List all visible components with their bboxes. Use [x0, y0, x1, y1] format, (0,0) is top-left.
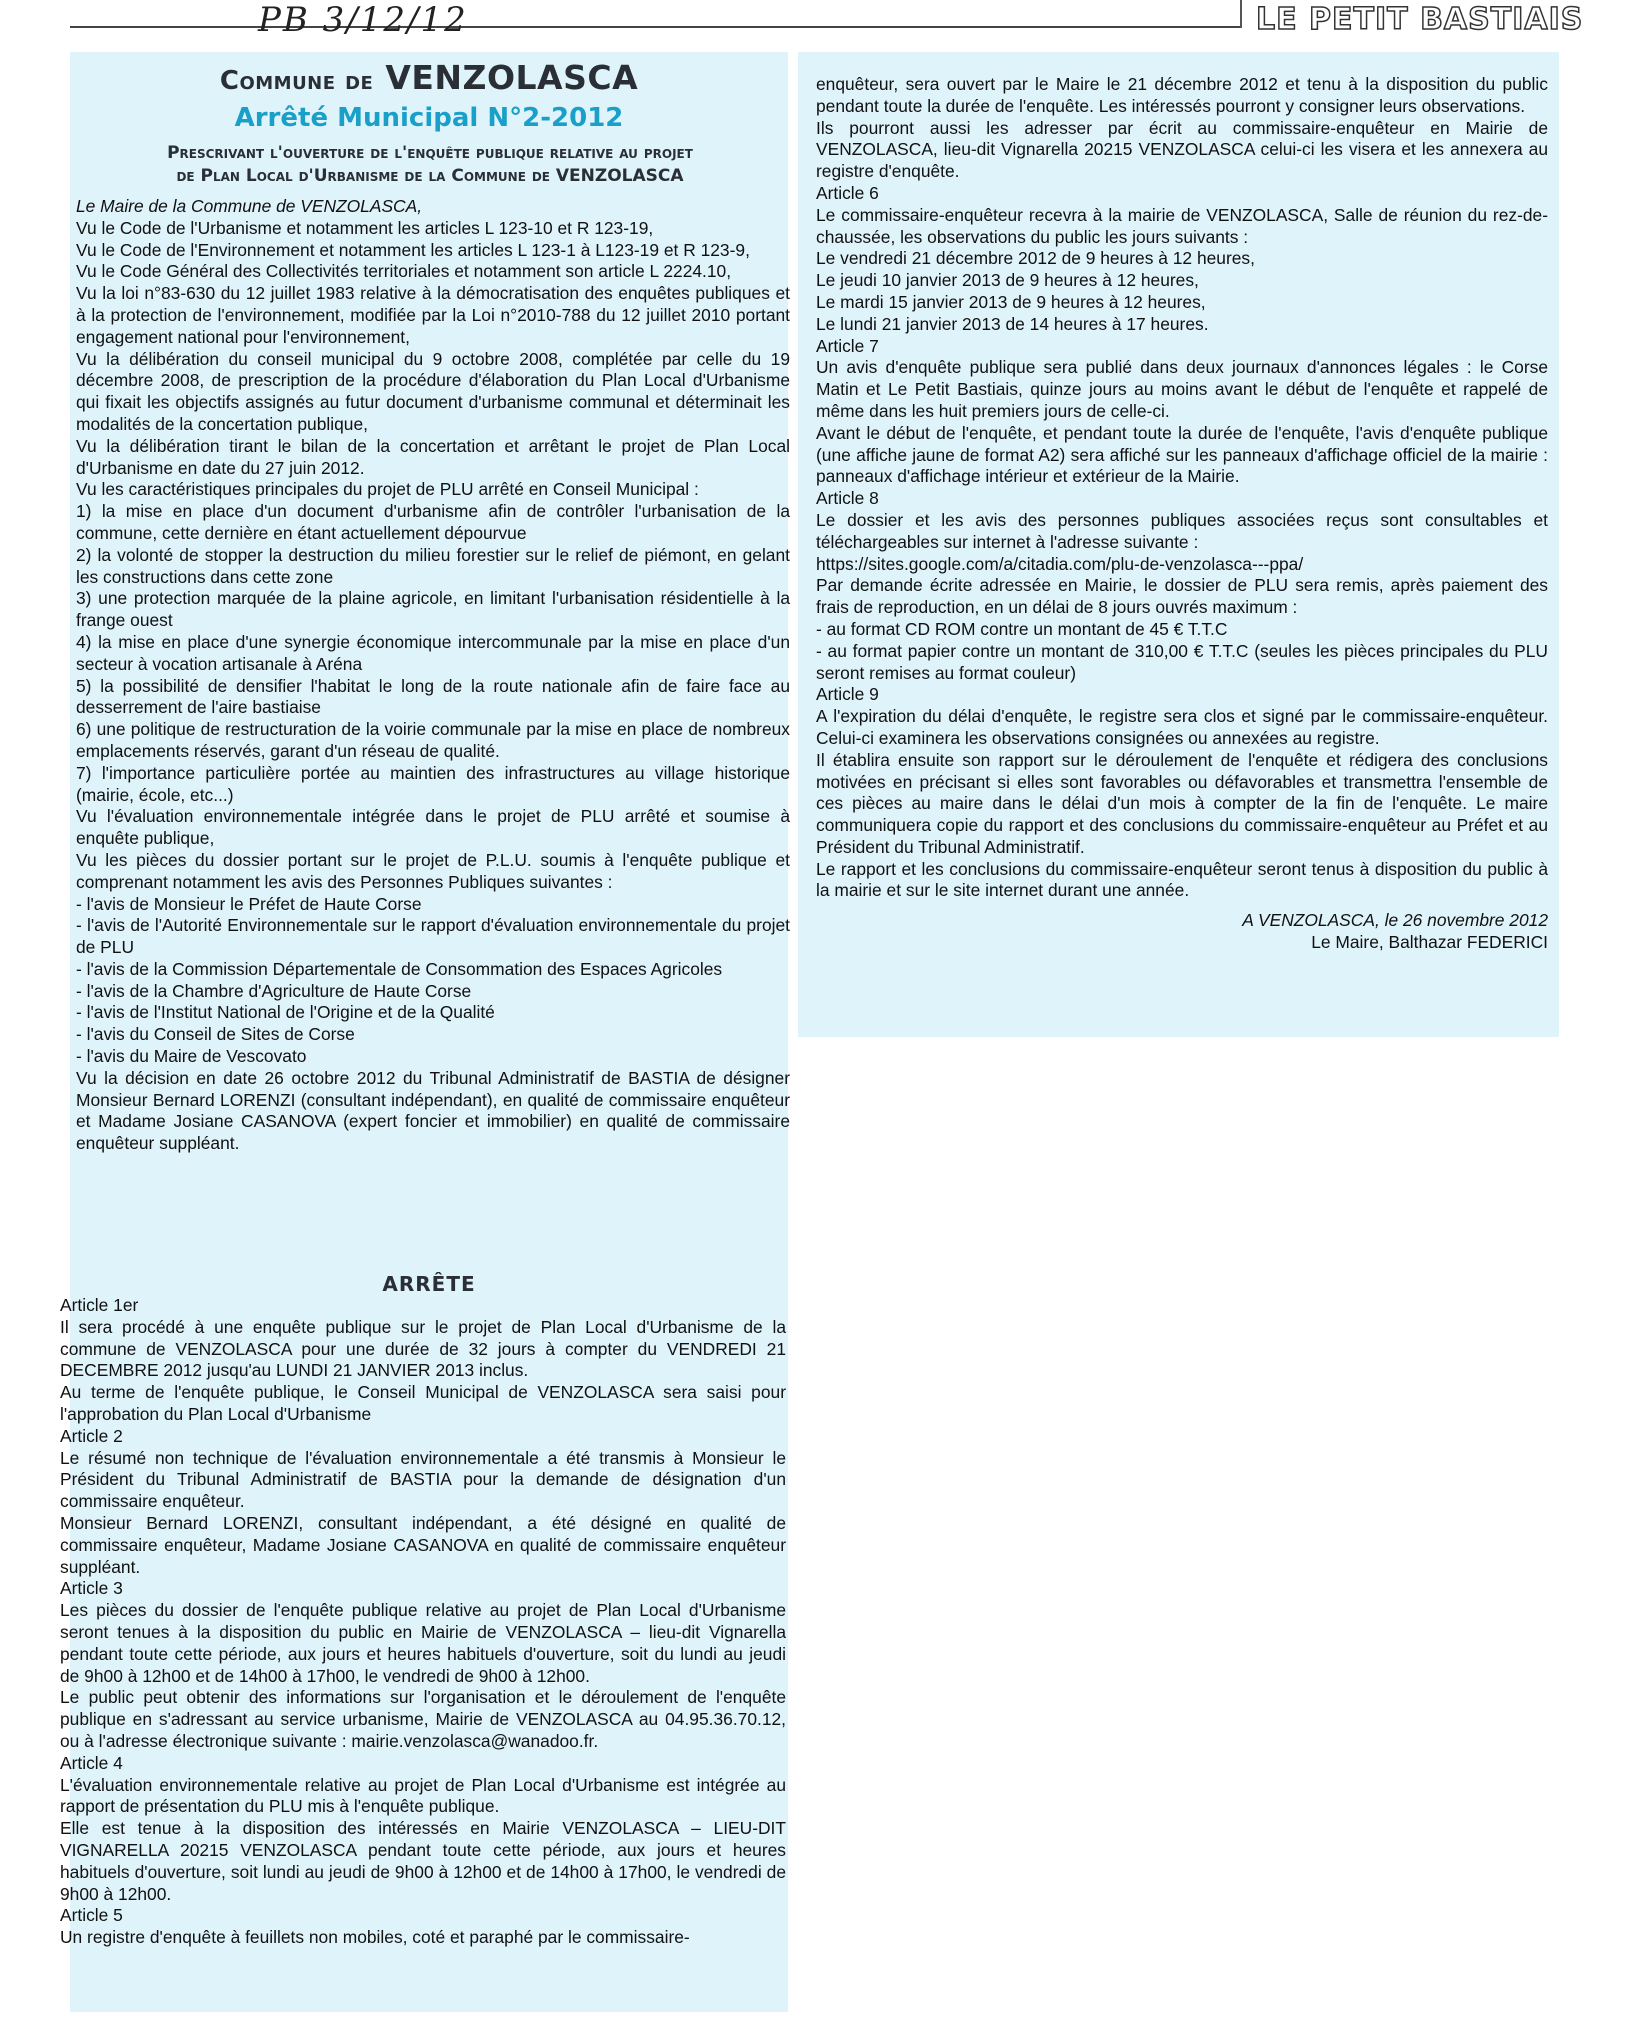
- preamble-paragraph: Vu les pièces du dossier portant sur le projet de P.L.U. soumis à l'enquête publique et comprenant notamment les avis des Personnes Publiques suivantes :: [76, 849, 790, 892]
- articles-right: [816, 74, 1548, 954]
- preamble-paragraph: Vu la décision en date 26 octobre 2012 du Tribunal Administratif de BASTIA de désigner Monsieur Bernard LORENZI (consultant indépendant), en qualité de commissaire enquêteur et Madame Josiane CASANOVA (expert foncier et immobilier) en qualité de commissaire enquêteur suppléant.: [76, 1067, 790, 1154]
- header-rule: [70, 26, 1242, 28]
- article-heading: Article 1er: [60, 1295, 139, 1315]
- article-heading: Article 2: [60, 1425, 123, 1446]
- article-left-paragraph: Les pièces du dossier de l'enquête publique relative au projet de Plan Local d'Urbanisme seront tenues à la disposition du public en Mairie de VENZOLASCA – lieu-dit Vignarella pendant toute cette période, aux jours et heures habituels d'ouverture, soit du lundi au jeudi de 9h00 à 12h00 et de 14h00 à 17h00, le vendredi de 9h00 à 12h00.: [60, 1600, 786, 1686]
- preamble-paragraph: 6) une politique de restructuration de la voirie communale par la mise en place de nombreux emplacements réservés, garant d'un réseau de qualité.: [76, 719, 790, 761]
- preamble-paragraph: Vu la délibération tirant le bilan de la concertation et arrêtant le projet de Plan Local d'Urbanisme en date du 27 juin 2012.: [76, 435, 790, 478]
- article-right-paragraph: Le commissaire-enquêteur recevra à la mairie de VENZOLASCA, Salle de réunion du rez-de-chaussée, les observations du public les jours suivants :: [816, 204, 1548, 247]
- article-heading: Article 6: [816, 182, 879, 203]
- preamble-paragraph: 4) la mise en place d'une synergie économique intercommunale par la mise en place d'un secteur à vocation artisanale à Aréna: [76, 631, 790, 674]
- commune-title: [70, 58, 788, 97]
- preamble-paragraph: - l'avis de la Commission Départementale de Consommation des Espaces Agricoles: [76, 958, 723, 979]
- newspaper-masthead: [1256, 2, 1583, 37]
- preamble-paragraph: - l'avis du Maire de Vescovato: [76, 1046, 307, 1067]
- preamble-paragraph: Vu la délibération du conseil municipal du 9 octobre 2008, complétée par celle du 19 décembre 2008, de prescription de la procédure d'élaboration du Plan Local d'Urbanisme qui fixait les objectifs assignés au futur document d'urbanisme communal et déterminait les modalités de la concertation publique,: [76, 348, 790, 434]
- article-right-paragraph: Par demande écrite adressée en Mairie, le dossier de PLU sera remis, après paiement des frais de reproduction, en un délai de 8 jours ouvrés maximum :: [816, 575, 1548, 618]
- article-right-paragraph: Il établira ensuite son rapport sur le déroulement de l'enquête et rédigera des conclusions motivées en précisant si elles sont favorables ou défavorables et transmettra l'ensemble de ces pièces au maire dans le délai d'un mois à compter de la fin de l'enquête. Le maire communiquera copie du rapport et des conclusions du commissaire-enquêteur au Préfet et au Président du Tribunal Administratif.: [816, 749, 1548, 857]
- articles-right-body: [816, 74, 1548, 902]
- preamble-paragraph: - l'avis de l'Autorité Environnementale sur le rapport d'évaluation environnementale du projet de PLU: [76, 915, 790, 958]
- signature-place-date: A VENZOLASCA, le 26 novembre 2012: [1242, 910, 1548, 931]
- preamble-paragraph: Vu les caractéristiques principales du projet de PLU arrêté en Conseil Municipal :: [76, 479, 699, 500]
- preamble-paragraph: Vu la loi n°83-630 du 12 juillet 1983 relative à la démocratisation des enquêtes publiques et à la protection de l'environnement, modifiée par la Loi n°2010-788 du 12 juillet 2010 portant engagement national pour l'environnement,: [76, 283, 790, 347]
- article-right-paragraph: Le lundi 21 janvier 2013 de 14 heures à 17 heures.: [816, 313, 1209, 334]
- articles-left: [60, 1295, 786, 1949]
- preamble-paragraph: 1) la mise en place d'un document d'urbanisme afin de contrôler l'urbanisation de la commune, cette dernière en étant actuellement dépourvue: [76, 501, 790, 543]
- article-right-paragraph: Le mardi 15 janvier 2013 de 9 heures à 12 heures,: [816, 291, 1206, 312]
- article-left-paragraph: L'évaluation environnementale relative au projet de Plan Local d'Urbanisme est intégrée au rapport de présentation du PLU mis à l'enquête publique.: [60, 1774, 786, 1817]
- arrete-number: Arrêté Municipal N°2-2012: [234, 103, 624, 133]
- preamble-paragraph: 7) l'importance particulière portée au maintien des infrastructures au village historique (mairie, école, etc...): [76, 762, 790, 805]
- subtitle-line-1: Prescrivant l'ouverture de l'enquête publique relative au projet: [167, 143, 693, 163]
- article-left-paragraph: Le public peut obtenir des informations sur l'organisation et le déroulement de l'enquête publique en s'adressant au service urbanisme, Mairie de VENZOLASCA au 04.95.36.70.12, ou à l'adresse électronique suivante : mairie.venzolasca@wanadoo.fr.: [60, 1687, 786, 1751]
- article-right-paragraph: Ils pourront aussi les adresser par écrit au commissaire-enquêteur en Mairie de VENZOLASCA, lieu-dit Vignarella 20215 VENZOLASCA celui-ci les visera et les annexera au registre d'enquête.: [816, 117, 1548, 182]
- article-right-paragraph: - au format CD ROM contre un montant de 45 € T.T.C: [816, 618, 1228, 639]
- article-heading: Article 9: [816, 684, 879, 705]
- preamble-paragraph: 5) la possibilité de densifier l'habitat le long de la route nationale afin de faire face au desserrement de l'aire bastiaise: [76, 675, 790, 718]
- article-right-paragraph: Le jeudi 10 janvier 2013 de 9 heures à 12 heures,: [816, 270, 1199, 291]
- arrete-heading: ARRÊTE: [382, 1272, 476, 1296]
- article-right-paragraph: - au format papier contre un montant de 310,00 € T.T.C (seules les pièces principales du PLU seront remises au format couleur): [816, 640, 1548, 683]
- article-right-paragraph: Un avis d'enquête publique sera publié dans deux journaux d'annonces légales : le Corse Matin et Le Petit Bastiais, quinze jours au moins avant le début de l'enquête et rappelé de même dans les huit premiers jours de celle-ci.: [816, 357, 1548, 421]
- commune-prefix: Commune de: [219, 66, 374, 96]
- preamble-paragraph: 2) la volonté de stopper la destruction du milieu forestier sur le relief de piémont, en gelant les constructions dans cette zone: [76, 544, 790, 587]
- article-right-paragraph: enquêteur, sera ouvert par le Maire le 21 décembre 2012 et tenu à la disposition du public pendant toute la durée de l'enquête. Les intéressés pourront y consigner leurs observations.: [816, 74, 1548, 116]
- article-right-paragraph: Le rapport et les conclusions du commissaire-enquêteur seront tenus à disposition du public à la mairie et sur le site internet durant une année.: [816, 858, 1548, 901]
- subtitle-line-2: de Plan Local d'Urbanisme de la Commune de VENZOLASCA: [176, 166, 684, 186]
- preamble-paragraph: - l'avis de la Chambre d'Agriculture de Haute Corse: [76, 980, 472, 1001]
- article-right-paragraph: Avant le début de l'enquête, et pendant toute la durée de l'enquête, l'avis d'enquête publique (une affiche jaune de format A2) sera affiché sur les panneaux d'affichage officiel de la mairie : panneaux d'affichage intérieur et extérieur de la Mairie.: [816, 422, 1548, 487]
- article-right-paragraph: A l'expiration du délai d'enquête, le registre sera clos et signé par le commissaire-enquêteur. Celui-ci examinera les observations consignées ou annexées au registre.: [816, 706, 1548, 748]
- article-left-paragraph: Monsieur Bernard LORENZI, consultant indépendant, a été désigné en qualité de commissaire enquêteur, Madame Josiane CASANOVA en qualité de commissaire enquêteur suppléant.: [60, 1512, 786, 1577]
- commune-name: VENZOLASCA: [385, 58, 639, 97]
- article-heading: Article 4: [60, 1752, 123, 1773]
- masthead-text: LE PETIT BASTIAIS: [1256, 2, 1584, 37]
- article-heading: Article 5: [60, 1905, 123, 1926]
- article-left-paragraph: Un registre d'enquête à feuillets non mobiles, coté et paraphé par le commissaire-: [60, 1927, 690, 1948]
- signature-signer: Le Maire, Balthazar FEDERICI: [1311, 932, 1548, 953]
- preamble-paragraph: Vu le Code de l'Environnement et notamment les articles L 123-1 à L123-19 et R 123-9,: [76, 239, 750, 260]
- header-rule-vertical: [1240, 0, 1242, 28]
- article-heading: Article 7: [816, 335, 879, 356]
- article-right-paragraph: Le dossier et les avis des personnes publiques associées reçus sont consultables et téléchargeables sur internet à l'adresse suivante :: [816, 509, 1548, 552]
- preamble-paragraph: - l'avis de Monsieur le Préfet de Haute Corse: [76, 893, 422, 914]
- preamble-paragraph: Vu le Code de l'Urbanisme et notamment les articles L 123-10 et R 123-19,: [76, 217, 654, 238]
- article-left-paragraph: Elle est tenue à la disposition des intéressés en Mairie VENZOLASCA – LIEU-DIT VIGNARELLA 20215 VENZOLASCA pendant toute cette période, aux jours et heures habituels d'ouverture, soit lundi au jeudi de 9h00 à 12h00 et de 14h00 à 17h00, le vendredi de 9h00 à 12h00.: [60, 1818, 786, 1904]
- arrete-subtitle: [140, 142, 720, 188]
- article-heading: Article 8: [816, 488, 879, 509]
- article-left-paragraph: Le résumé non technique de l'évaluation environnementale a été transmis à Monsieur le Président du Tribunal Administratif de BASTIA pour la demande de désignation d'un commissaire enquêteur.: [60, 1447, 786, 1512]
- preamble-paragraph: 3) une protection marquée de la plaine agricole, en limitant l'urbanisation résidentielle à la frange ouest: [76, 588, 790, 631]
- article-left-paragraph: Il sera procédé à une enquête publique sur le projet de Plan Local d'Urbanisme de la commune de VENZOLASCA pour une durée de 32 jours à compter du VENDREDI 21 DECEMBRE 2012 jusqu'au LUNDI 21 JANVIER 2013 inclus.: [60, 1316, 786, 1381]
- preamble-paragraph: - l'avis de l'Institut National de l'Origine et de la Qualité: [76, 1002, 495, 1023]
- article-right-paragraph: Le vendredi 21 décembre 2012 de 9 heures à 12 heures,: [816, 248, 1255, 269]
- article-right-paragraph: https://sites.google.com/a/citadia.com/plu-de-venzolasca---ppa/: [816, 553, 1304, 574]
- preamble: [76, 196, 790, 1155]
- handwritten-note: PB 3/12/12: [258, 0, 468, 40]
- article-heading: Article 3: [60, 1578, 123, 1599]
- preamble-paragraph: Le Maire de la Commune de VENZOLASCA,: [76, 196, 423, 216]
- preamble-paragraph: Vu le Code Général des Collectivités territoriales et notamment son article L 2224.10,: [76, 261, 732, 282]
- article-left-paragraph: Au terme de l'enquête publique, le Conseil Municipal de VENZOLASCA sera saisi pour l'approbation du Plan Local d'Urbanisme: [60, 1382, 786, 1424]
- preamble-paragraph: - l'avis du Conseil de Sites de Corse: [76, 1024, 355, 1045]
- preamble-paragraph: Vu l'évaluation environnementale intégrée dans le projet de PLU arrêté et soumise à enquête publique,: [76, 806, 790, 849]
